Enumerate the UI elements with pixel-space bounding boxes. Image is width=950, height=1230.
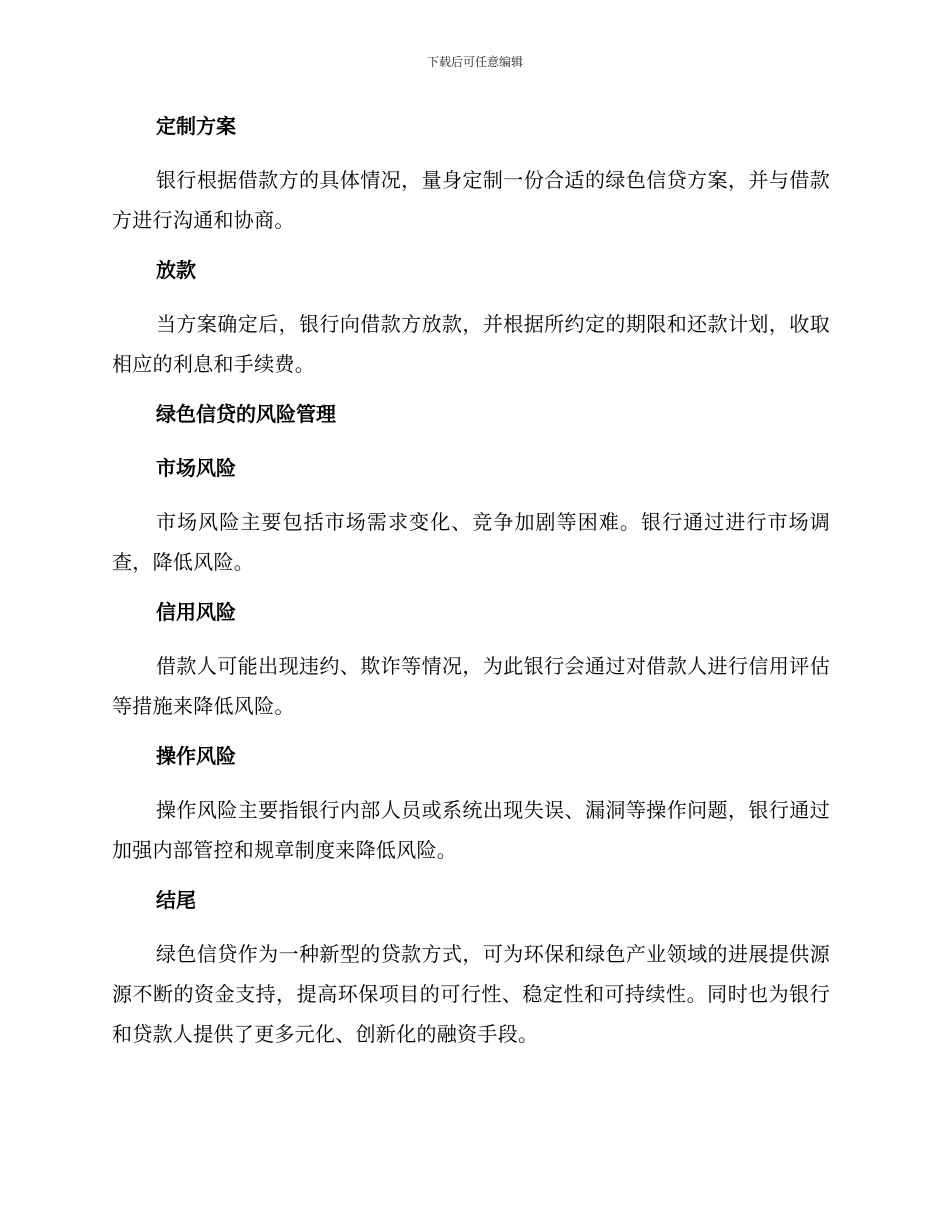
section-paragraph-disbursement: 当方案确定后，银行向借款方放款，并根据所约定的期限和还款计划，收取相应的利息和手续费。 [112,312,830,376]
section-heading-conclusion: 结尾 [156,888,196,912]
document-body [112,108,830,1054]
section-paragraph-operational-risk: 操作风险主要指银行内部人员或系统出现失误、漏洞等操作问题，银行通过加强内部管控和规章制度来降低风险。 [112,798,830,862]
section-paragraph-conclusion: 绿色信贷作为一种新型的贷款方式，可为环保和绿色产业领域的进展提供源源不断的资金支持，提高环保项目的可行性、稳定性和可持续性。同时也为银行和贷款人提供了更多元化、创新化的融资手段。 [112,942,830,1046]
section-heading-market-risk: 市场风险 [156,456,236,480]
section-heading-custom-plan: 定制方案 [156,114,236,138]
section-heading-credit-risk: 信用风险 [156,600,236,624]
section-paragraph-credit-risk: 借款人可能出现违约、欺诈等情况，为此银行会通过对借款人进行信用评估等措施来降低风险。 [112,654,830,718]
section-heading-disbursement: 放款 [156,258,196,282]
section-paragraph-market-risk: 市场风险主要包括市场需求变化、竞争加剧等困难。银行通过进行市场调查，降低风险。 [112,510,830,574]
page-header: 下载后可任意编辑 [426,55,523,69]
section-heading-risk-management: 绿色信贷的风险管理 [156,402,336,426]
section-heading-operational-risk: 操作风险 [156,744,236,768]
section-paragraph-custom-plan: 银行根据借款方的具体情况，量身定制一份合适的绿色信贷方案，并与借款方进行沟通和协商。 [112,168,830,232]
